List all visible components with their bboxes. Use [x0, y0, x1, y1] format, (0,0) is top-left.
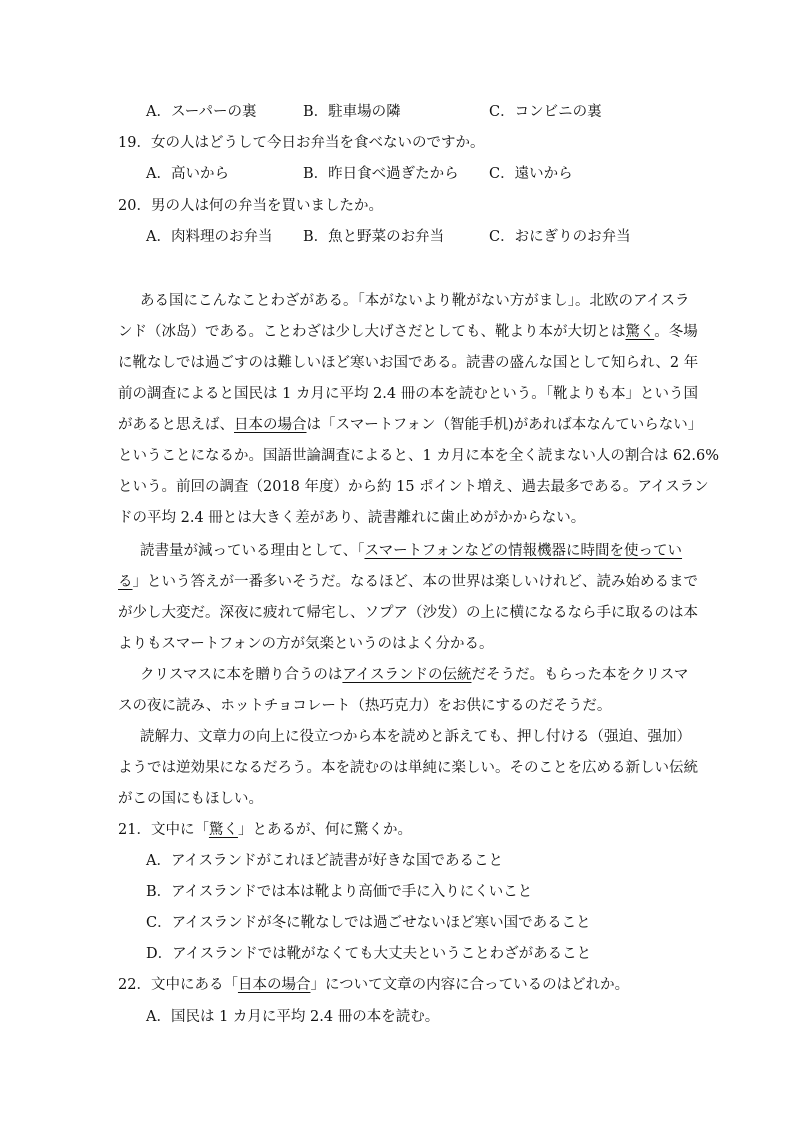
q22-option-a: A．国民は 1 カ月に平均 2.4 冊の本を読む。 — [146, 1009, 440, 1025]
paragraph-line: 読書量が減っている理由として、「スマートフォンなどの情報機器に時間を使ってい — [140, 543, 683, 559]
passage-paragraph-4 — [118, 727, 698, 820]
paragraph-line: クリスマスに本を贈り合うのはアイスランドの伝統だそうだ。もらった本をクリスマ — [140, 667, 689, 683]
passage-paragraph-2 — [118, 541, 698, 665]
q18-option-a: A．スーパーの裏 — [146, 104, 257, 120]
passage-paragraph-1 — [118, 291, 720, 539]
q21-option-c: C．アイスランドが冬に靴なしでは過ごせないほど寒い国であること — [146, 915, 591, 931]
q20-option-b: B．魚と野菜のお弁当 — [303, 229, 445, 245]
q19-option-a: A．高いから — [146, 166, 229, 182]
paragraph-line: ようでは逆効果になるだろう。本を読むのは単純に楽しい。そのことを広める新しい伝統 — [118, 760, 698, 776]
paragraph-line: があると思えば、日本の場合は「スマートフォン（智能手机)があれば本なんていらない」 — [118, 417, 703, 433]
underlined-phrase-odoroku: 驚く — [625, 324, 655, 340]
paragraph-line: ある国にこんなことわざがある。「本がないより靴がない方がまし」。北欧のアイスラ — [140, 293, 690, 309]
q21-option-d: D．アイスランドでは靴がなくても大丈夫ということわざがあること — [146, 946, 592, 962]
paragraph-line: スの夜に読み、ホットチョコレート（热巧克力）をお供にするのだそうだ。 — [118, 698, 612, 714]
q18-option-b: B．駐車場の隣 — [303, 104, 401, 120]
underlined-phrase-nihon-no-baai: 日本の場合 — [234, 417, 307, 433]
q20-option-a: A．肉料理のお弁当 — [146, 229, 273, 245]
q18-option-c: C．コンビニの裏 — [489, 104, 602, 120]
q21-question: 21．文中に「驚く」とあるが、何に驚くか。 — [118, 822, 412, 838]
paragraph-line: という。前回の調査（2018 年度）から約 15 ポイント増え、過去最多である。アイスラン — [118, 479, 709, 495]
paragraph-line: ンド（冰岛）である。ことわざは少し大げさだとしても、靴より本が大切とは驚く。冬場 — [118, 324, 698, 340]
paragraph-line: がこの国にもほしい。 — [118, 791, 263, 807]
paragraph-line: ドの平均 2.4 冊とは大きく差があり、読書離れに歯止めがかからない。 — [118, 510, 586, 526]
q20-question: 20．男の人は何の弁当を買いましたか。 — [118, 198, 383, 214]
q19-option-b: B．昨日食べ過ぎたから — [303, 166, 459, 182]
paragraph-line: 前の調査によると国民は 1 カ月に平均 2.4 冊の本を読むという。「靴よりも本」という国 — [118, 386, 698, 402]
paragraph-line: 読解力、文章力の向上に役立つから本を読めと訴えても、押し付ける（强迫、强加） — [140, 729, 691, 745]
paragraph-line: る」という答えが一番多いそうだ。なるほど、本の世界は楽しいけれど、読み始めるまで — [118, 574, 698, 590]
paragraph-line: が少し大変だ。深夜に疲れて帰宅し、ソプア（沙发）の上に横になるなら手に取るのは本 — [118, 605, 698, 621]
q21-option-b: B．アイスランドでは本は靴より高価で手に入りにくいこと — [146, 884, 533, 900]
underlined-phrase-iceland-tradition: アイスランドの伝統 — [342, 667, 472, 683]
paragraph-line: ということになるか。国語世論調査によると、1 カ月に本を全く読まない人の割合は 62.6% — [118, 448, 720, 464]
q19-option-c: C．遠いから — [489, 166, 573, 182]
q20-option-c: C．おにぎりのお弁当 — [489, 229, 631, 245]
passage-paragraph-3 — [118, 665, 689, 727]
underlined-phrase-smartphone: スマートフォンなどの情報機器に時間を使ってい — [364, 543, 683, 559]
q19-question: 19．女の人はどうして今日お弁当を食べないのですか。 — [118, 135, 485, 151]
q21-option-a: A．アイスランドがこれほど読書が好きな国であること — [146, 853, 504, 869]
paragraph-line: よりもスマートフォンの方が気楽というのはよく分かる。 — [118, 636, 494, 652]
paragraph-line: に靴なしでは過ごすのは難しいほど寒いお国である。読書の盛んな国として知られ、2 年 — [118, 355, 699, 371]
q22-question: 22．文中にある「日本の場合」について文章の内容に合っているのはどれか。 — [118, 977, 630, 993]
